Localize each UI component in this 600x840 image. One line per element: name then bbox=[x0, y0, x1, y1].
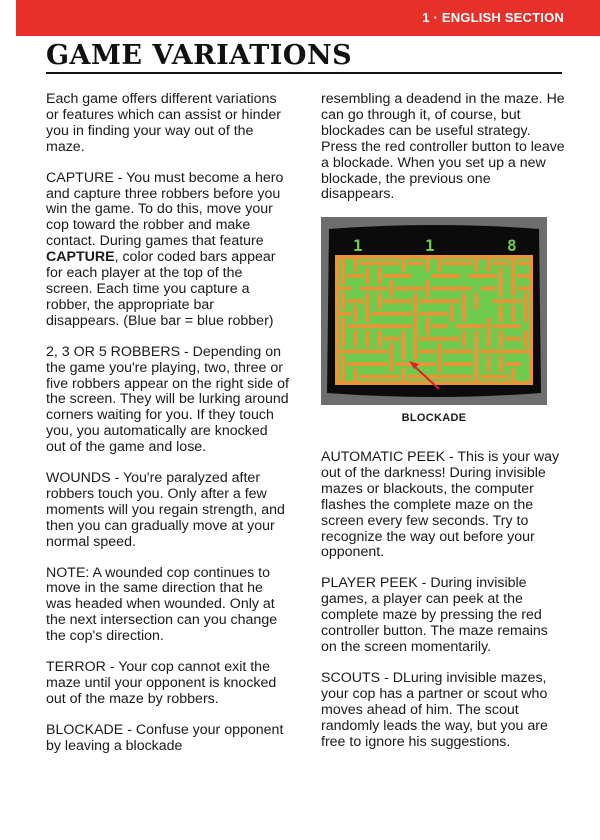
section-label: 1 · ENGLISH SECTION bbox=[422, 10, 564, 25]
automatic-peek-heading: AUTOMATIC PEEK bbox=[321, 449, 446, 465]
game-screen-figure bbox=[321, 217, 547, 405]
automatic-peek-text: - This is your way out of the darkness! During invisible mazes or blackouts, the computer flashes the complete maze on the screen every few seconds. Try to recognize the way out before your opponent. bbox=[321, 449, 560, 561]
blockade-heading: BLOCKADE bbox=[46, 721, 124, 738]
wounds-heading: WOUNDS bbox=[46, 470, 111, 487]
capture-text-2: , color coded bars appear for each player at the top of the screen. Each time you capture a robber, the appropriate bar disappears. (Blue bar = blue robber) bbox=[46, 249, 276, 329]
wounds-paragraph bbox=[46, 471, 290, 551]
scouts-text: - DLuring invisible mazes, your cop has a partner or scout who moves ahead of him. The scout randomly leads the way, but you are free to ignore his suggestions. bbox=[321, 669, 548, 750]
note-paragraph bbox=[46, 566, 290, 646]
automatic-peek-paragraph bbox=[321, 450, 566, 561]
player-peek-heading: PLAYER PEEK bbox=[321, 575, 418, 592]
left-column bbox=[46, 92, 290, 770]
header-bar bbox=[16, 0, 600, 36]
robbers-text: - Depending on the game you're playing, two, three or five robbers appear on the right side of the screen. They will be lurking around corners waiting for you. If they touch you, you automatically are knocked out of the game and lose. bbox=[46, 343, 289, 456]
terror-heading: TERROR bbox=[46, 659, 106, 676]
scouts-paragraph bbox=[321, 671, 566, 751]
capture-inline-bold: CAPTURE bbox=[46, 249, 115, 266]
figure-caption: BLOCKADE bbox=[401, 412, 467, 424]
player-peek-text: - During invisible games, a player can peek at the complete maze by pressing the red controller button. The maze remains on the screen momentarily. bbox=[321, 575, 548, 655]
score-right: 8 bbox=[507, 236, 517, 255]
player-peek-paragraph bbox=[321, 576, 566, 656]
robbers-paragraph bbox=[46, 345, 290, 456]
right-column-bottom bbox=[321, 450, 566, 765]
note-text: A wounded cop continues to move in the same direction that he was headed when wounded. Only at the next intersection can you change the cop's direction. bbox=[46, 564, 278, 645]
wounds-text: - You're paralyzed after robbers touch you. Only after a few moments will you regain strength, and then you can gradually move at your normal speed. bbox=[46, 470, 285, 550]
score-left: 1 bbox=[353, 236, 363, 255]
scouts-heading: SCOUTS bbox=[321, 669, 381, 686]
right-column-top bbox=[321, 92, 566, 218]
maze-screen-image bbox=[321, 217, 547, 405]
robbers-heading: 2, 3 OR 5 ROBBERS bbox=[46, 343, 181, 360]
terror-text: - Your cop cannot exit the maze until your opponent is knocked out of the maze by robbers. bbox=[46, 659, 277, 707]
blockade-text: - Confuse your opponent by leaving a blockade bbox=[46, 721, 284, 754]
capture-text-1: - You must become a hero and capture three robbers before you win the game. To do this, move your cop toward the robber and make contact. During games that feature bbox=[46, 169, 284, 250]
score-mid: 1 bbox=[425, 236, 435, 255]
blockade-continued: resembling a deadend in the maze. He can go through it, of course, but blockades can be useful strategy. Press the red controller button to leave a blockade. When you set up a new blockade, the previous one disappears. bbox=[321, 91, 565, 203]
capture-paragraph bbox=[46, 171, 290, 330]
note-heading: NOTE: bbox=[46, 564, 90, 581]
terror-paragraph bbox=[46, 660, 290, 708]
blockade-paragraph bbox=[46, 723, 290, 755]
capture-heading: CAPTURE bbox=[46, 169, 114, 186]
page-title: GAME VARIATIONS bbox=[46, 40, 353, 71]
intro-paragraph: Each game offers different variations or features which can assist or hinder you in finding your way out of the maze. bbox=[46, 91, 281, 155]
title-rule bbox=[46, 72, 562, 74]
